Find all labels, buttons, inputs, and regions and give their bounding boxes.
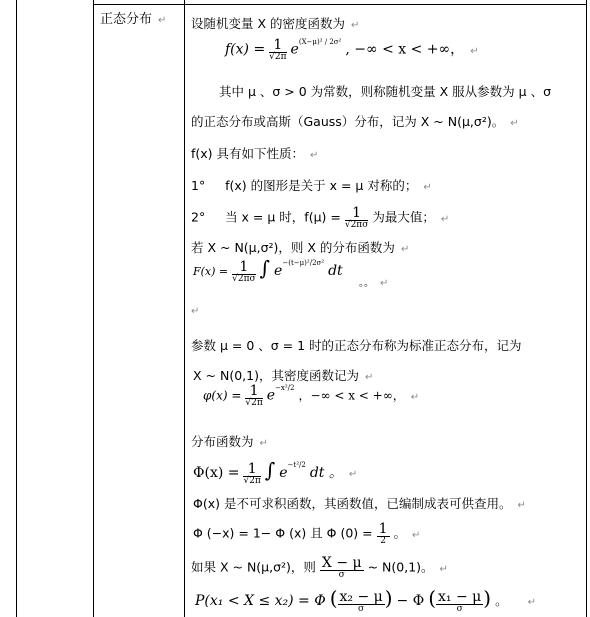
probability-formula: P(x₁ < X ≤ x₂) = Φ ( $\frac{\text{x₂ − μ}}{\sigma}$ ) − Φ ( $\frac{\text{x₁ − μ}}{\sigma}$ ) 。 ↵	[195, 586, 536, 614]
cdf-formula: F(x) = $\frac{1}{√2\pi\sigma}$ ∫ $e^{-(t-\mu)^2/2\sigma^2}$ dt	[193, 256, 343, 284]
cdf-dots: 。。 ↵	[359, 278, 389, 289]
standard-density-intro: X ~ N(0,1)，其密度函数记为 ↵	[193, 368, 374, 383]
property-1: 1° f(x) 的图形是关于 x = μ 对称的； ↵	[191, 178, 432, 193]
density-formula: f(x) = $\frac{1}{√2\pi}$ $e^{(X-\mu)^2 / 2\sigma^2}$ , −∞ < x < +∞， ↵	[225, 37, 479, 62]
table-border-right	[586, 0, 587, 617]
standardization-line: 如果 X ~ N(μ,σ²)，则 $\frac{X - \mu}{\sigma}$ ~ N(0,1)。 ↵	[191, 555, 448, 580]
parameter-line: 其中 μ 、σ > 0 为常数，则称随机变量 X 服从参数为 μ 、σ	[219, 84, 552, 99]
standard-density-formula: φ(x) = $\frac{1}{√2\pi}$ $e^{-x^2/2}$ ，−∞ < x < +∞， ↵	[203, 383, 420, 408]
blank-paragraph: ↵	[191, 306, 200, 317]
non-integrable-note: Φ(x) 是不可求积函数，其函数值，已编制成表可供查用。 ↵	[193, 496, 526, 511]
property-2: 2° 当 x = μ 时，f(μ) = $\frac{1}{√2\pi\sigma}$ 为最大值； ↵	[191, 205, 450, 230]
table-border-col2	[184, 0, 185, 617]
section-title: 正态分布 ↵	[100, 12, 167, 27]
standard-cdf-formula: Φ(x) = $\frac{1}{√2\pi}$ ∫ $e^{-t^2/2}$ dt 。 ↵	[193, 458, 358, 486]
definition-line: 设随机变量 X 的密度函数为 ↵	[191, 16, 360, 31]
properties-heading: f(x) 具有如下性质： ↵	[191, 146, 319, 161]
symmetry-property: Φ (−x) = 1− Φ (x) 且 Φ (0) = $\frac{1}{2}$ 。 ↵	[193, 521, 421, 546]
table-border-left	[16, 0, 17, 617]
standard-normal-line: 参数 μ = 0 、σ = 1 时的正态分布称为标准正态分布，记为	[191, 338, 522, 353]
distribution-function-label: 分布函数为 ↵	[191, 434, 268, 449]
content-cell	[191, 0, 586, 617]
cdf-intro: 若 X ~ N(μ,σ²)，则 X 的分布函数为 ↵	[191, 240, 410, 255]
gauss-line: 的正态分布或高斯（Gauss）分布，记为 X ~ N(μ,σ²)。 ↵	[191, 114, 519, 129]
table-border-col1	[93, 0, 94, 617]
